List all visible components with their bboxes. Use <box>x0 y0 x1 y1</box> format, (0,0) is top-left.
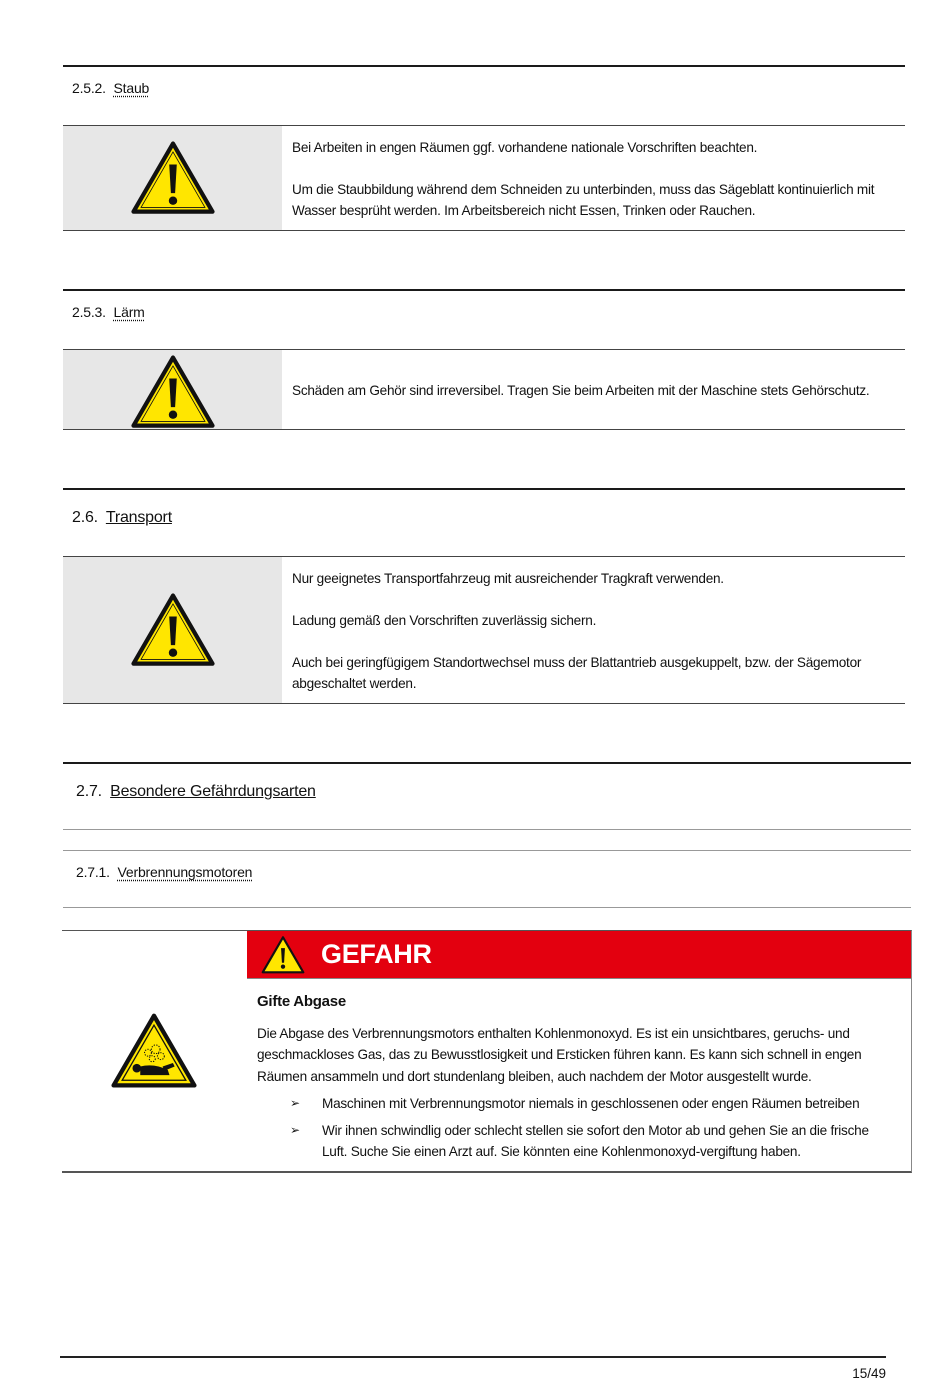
icon-cell <box>63 557 282 703</box>
section-title: Transport <box>105 509 172 526</box>
warning-box-staub <box>63 125 905 231</box>
section-title: Verbrennungsmotoren <box>117 864 253 880</box>
bullet-text: Maschinen mit Verbrennungsmotor niemals in geschlossenen oder engen Räumen betreiben <box>322 1096 860 1111</box>
section-divider <box>63 289 905 291</box>
list-item <box>257 1093 893 1115</box>
footer-divider <box>60 1356 886 1358</box>
warning-triangle-icon <box>130 355 216 429</box>
toxic-gas-warning-icon <box>111 1013 197 1089</box>
section-divider <box>63 850 911 851</box>
danger-icon-cell <box>62 931 246 1171</box>
danger-banner <box>247 931 911 979</box>
section-divider <box>63 907 911 908</box>
section-heading-laerm <box>72 304 145 320</box>
section-divider <box>63 488 905 490</box>
section-heading-staub <box>72 80 149 96</box>
section-divider <box>63 829 911 830</box>
warning-paragraph: Schäden am Gehör sind irreversibel. Tragen Sie beim Arbeiten mit der Maschine stets Gehörschutz. <box>292 383 870 398</box>
section-number: 2.7.1. <box>76 864 110 880</box>
section-title: Besondere Gefährdungsarten <box>110 783 316 800</box>
page-number: 15/49 <box>852 1366 886 1381</box>
warning-paragraph: Auch bei geringfügigem Standortwechsel muss der Blattantrieb ausgekuppelt, bzw. der Sägemotor abgeschaltet werden. <box>292 655 862 691</box>
bullet-text: Wir ihnen schwindlig oder schlecht stellen sie sofort den Motor ab und gehen Sie an die frische Luft. Suche Sie einen Arzt auf. Sie könnten eine Kohlenmonoxyd-vergiftung haben. <box>322 1122 869 1159</box>
danger-subtitle: Gifte Abgase <box>257 993 346 1010</box>
warning-text <box>282 350 905 429</box>
bullet-arrow-icon: ➢ <box>290 1096 300 1110</box>
warning-box-laerm <box>63 349 905 430</box>
section-title: Lärm <box>113 304 145 320</box>
list-item <box>257 1120 893 1163</box>
section-heading-besondere <box>76 783 316 801</box>
warning-paragraph: Bei Arbeiten in engen Räumen ggf. vorhandene nationale Vorschriften beachten. <box>292 140 758 155</box>
section-divider <box>63 762 911 764</box>
warning-triangle-icon <box>130 141 216 215</box>
icon-cell <box>63 126 282 230</box>
section-number: 2.5.2. <box>72 80 106 96</box>
bullet-arrow-icon: ➢ <box>290 1122 300 1137</box>
warning-text <box>282 557 905 703</box>
danger-triangle-icon <box>261 936 305 974</box>
section-heading-transport <box>72 509 172 527</box>
danger-banner-label: GEFAHR <box>321 939 432 969</box>
warning-text <box>282 126 905 230</box>
section-number: 2.6. <box>72 509 98 526</box>
section-heading-verbrennung <box>76 864 252 880</box>
section-number: 2.7. <box>76 783 102 800</box>
warning-paragraph: Nur geeignetes Transportfahrzeug mit ausreichender Tragkraft verwenden. <box>292 571 724 586</box>
danger-body: Die Abgase des Verbrennungsmotors enthalten Kohlenmonoxyd. Es ist ein unsichtbares, geruchs- und geschmackloses Gas, das zu Bewusstlosigkeit und Ersticken führen kann. Es kann sich schnell in engen Räumen ansammeln und dort stundenlang bleiben, auch nachdem der Motor ausgestellt wurde. <box>257 1025 862 1084</box>
danger-box <box>62 930 912 1173</box>
section-divider <box>63 65 905 67</box>
icon-cell <box>63 350 282 429</box>
danger-content <box>257 991 893 1168</box>
danger-bullet-list <box>257 1093 893 1163</box>
warning-box-transport <box>63 556 905 704</box>
warning-paragraph: Ladung gemäß den Vorschriften zuverlässig sichern. <box>292 613 597 628</box>
section-title: Staub <box>113 80 150 96</box>
warning-paragraph: Um die Staubbildung während dem Schneiden zu unterbinden, muss das Sägeblatt kontinuierlich mit Wasser besprüht werden. Im Arbeitsbereich nicht Essen, Trinken oder Rauchen. <box>292 182 875 218</box>
warning-triangle-icon <box>130 593 216 667</box>
section-number: 2.5.3. <box>72 304 106 320</box>
